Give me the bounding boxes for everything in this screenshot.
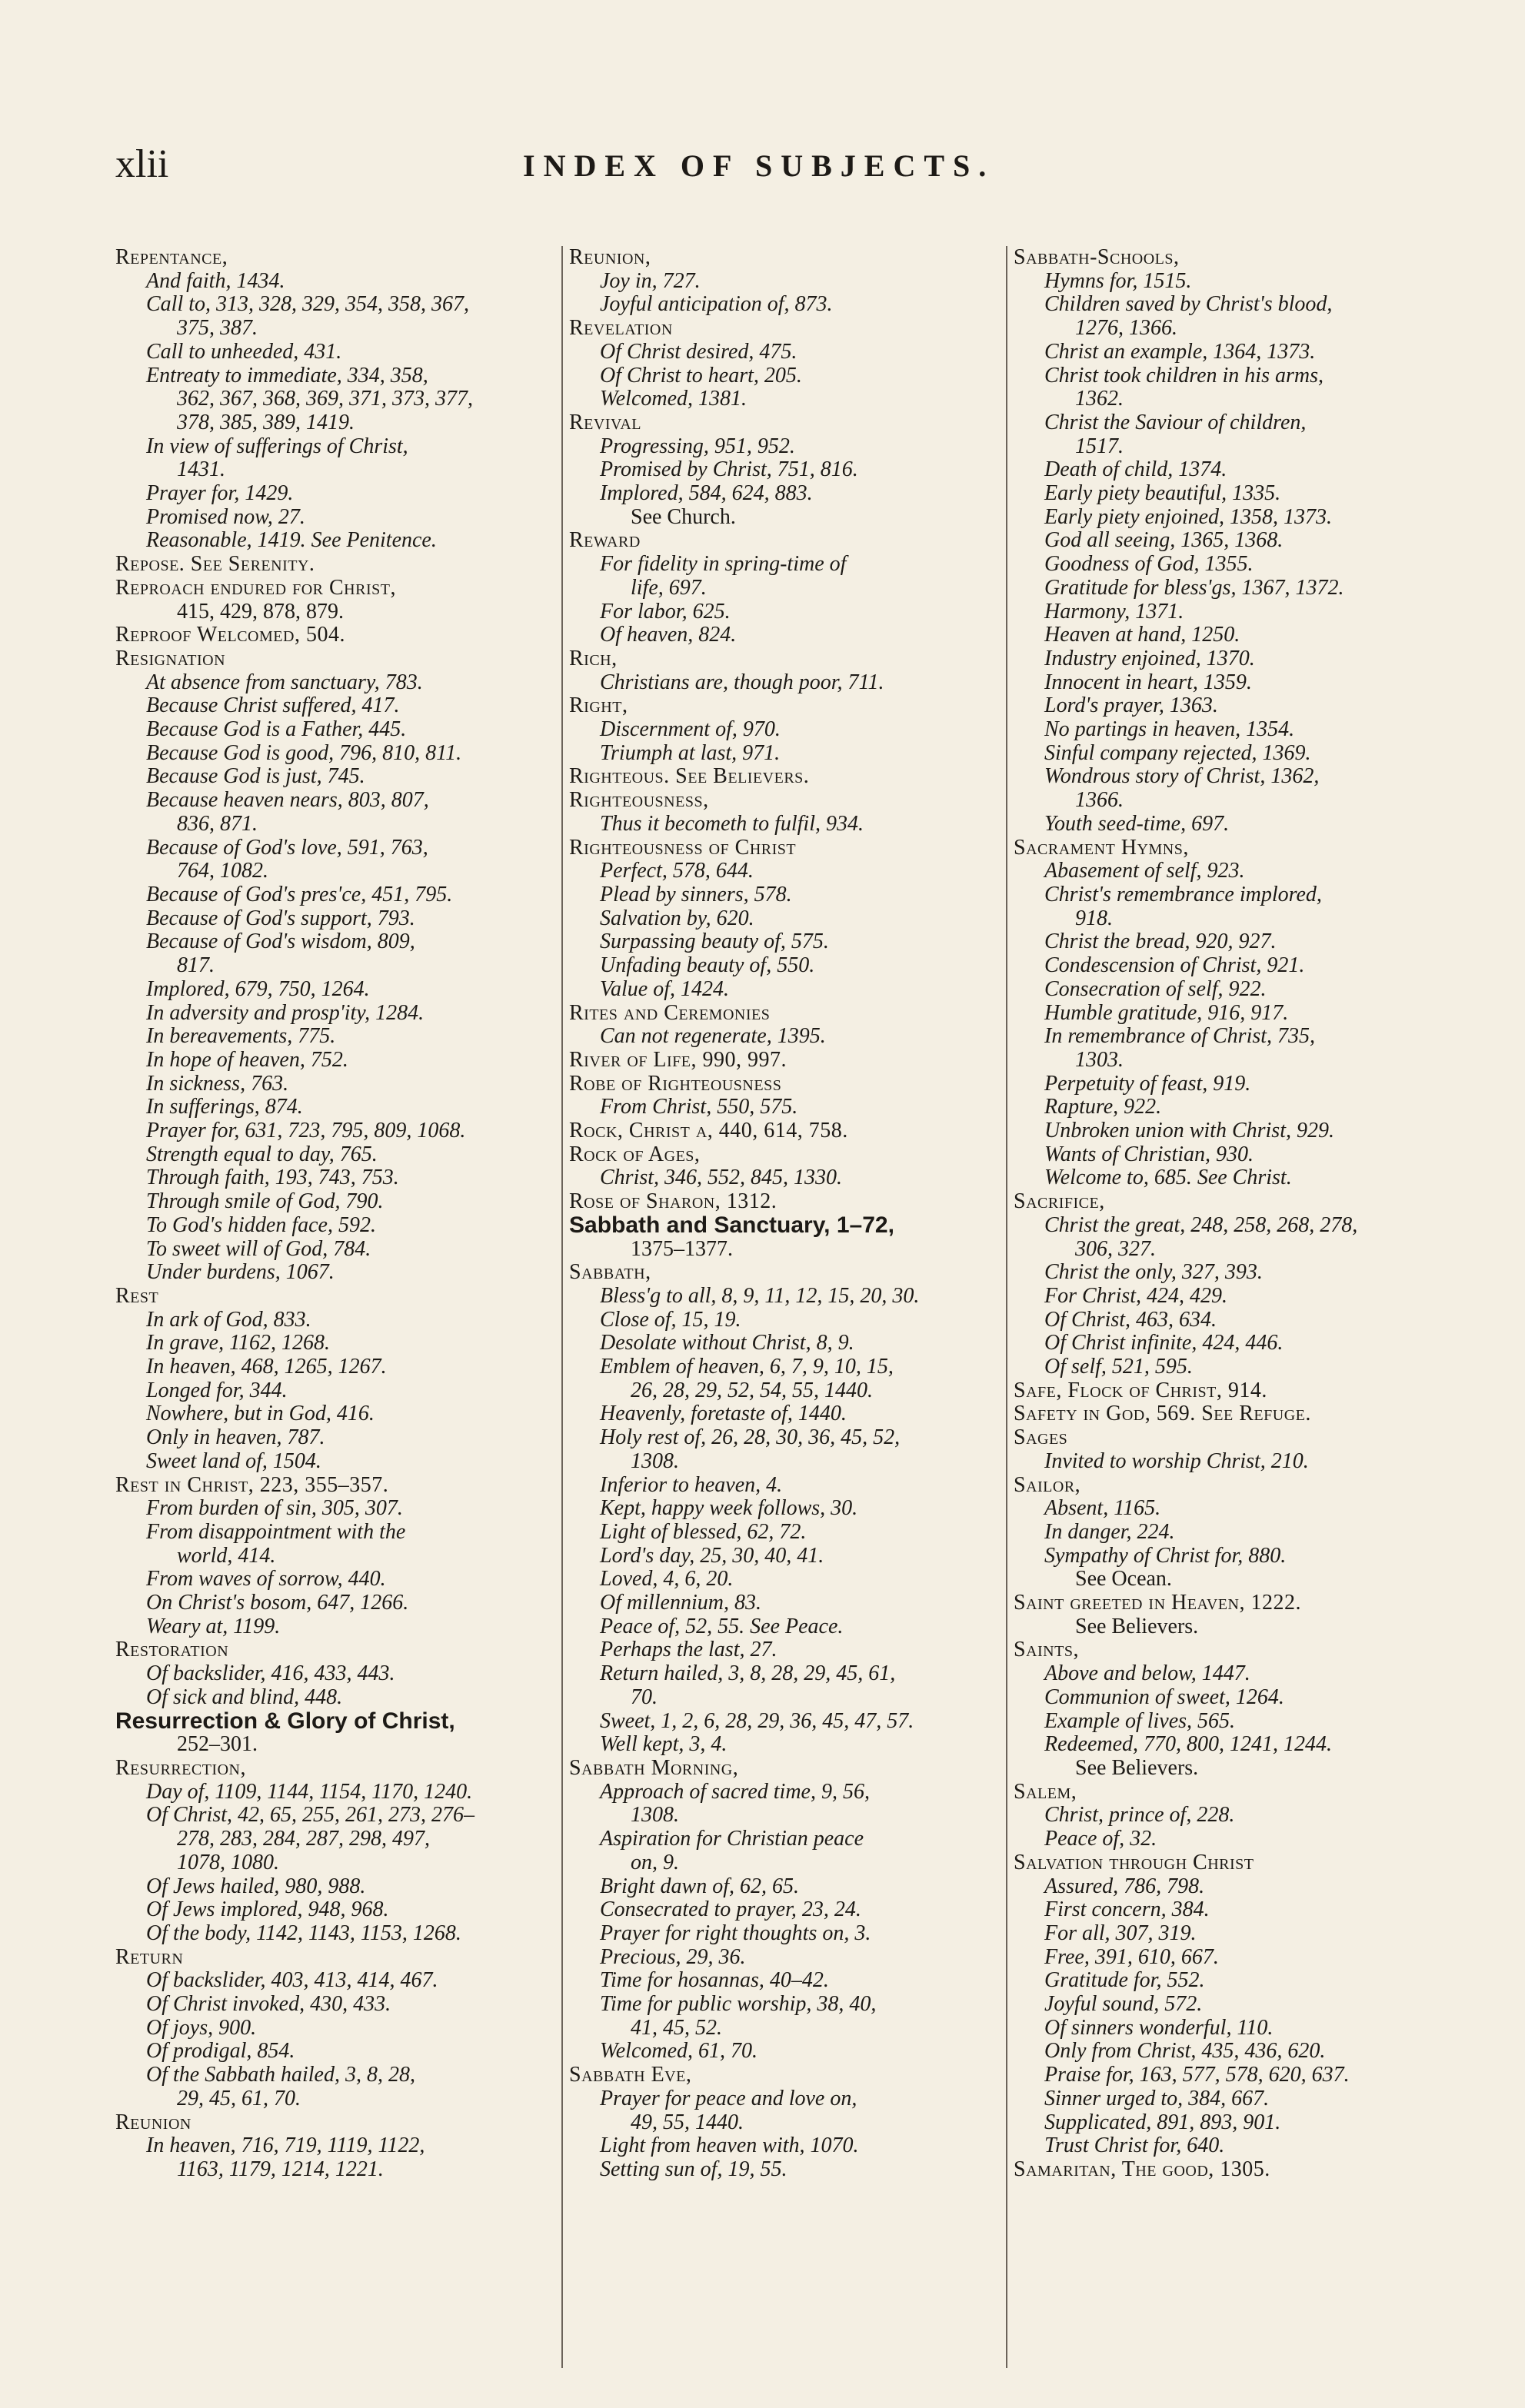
index-subentry-continuation: 836, 871. [177,811,258,836]
index-subentry: Heaven at hand, 1250. [1044,623,1240,647]
index-subentry: Surpassing beauty of, 575. [600,930,829,954]
index-heading: Salvation through Christ [1014,1850,1254,1874]
index-subentry: To God's hidden face, 592. [146,1212,376,1237]
index-subentry: Of backslider, 403, 413, 414, 467. [146,1968,438,1993]
index-subentry: Holy rest of, 26, 28, 30, 36, 45, 52, [600,1425,901,1450]
index-heading: Samaritan, The good, 1305. [1014,2157,1270,2181]
index-subentry: In ark of God, 833. [146,1307,311,1332]
index-heading: Reunion [115,2110,191,2134]
index-subentry-continuation: 1517. [1075,434,1124,458]
index-section-heading: Resurrection & Glory of Christ, [115,1708,455,1734]
index-subentry: Lord's prayer, 1363. [1044,693,1218,718]
index-subentry-continuation: 375, 387. [177,316,258,341]
index-subentry-continuation: world, 414. [177,1543,276,1568]
index-heading: Sabbath, [569,1260,651,1285]
index-subentry: Light from heaven with, 1070. [600,2134,859,2158]
index-subentry: Aspiration for Christian peace [600,1827,864,1851]
index-subentry: Welcome to, 685. See Christ. [1044,1166,1292,1190]
index-subentry: Youth seed-time, 697. [1044,811,1230,836]
index-subentry: Emblem of heaven, 6, 7, 9, 10, 15, [600,1355,894,1379]
index-subentry: Of Christ, 42, 65, 255, 261, 273, 276– [146,1803,475,1828]
index-subentry: Desolate without Christ, 8, 9. [600,1331,854,1355]
index-heading: Repentance, [115,246,228,269]
index-subentry: For all, 307, 319. [1044,1921,1197,1945]
index-subentry: Longed for, 344. [146,1378,288,1402]
index-subentry: Implored, 679, 750, 1264. [146,976,370,1001]
index-subentry: Bless'g to all, 8, 9, 11, 12, 15, 20, 30. [600,1283,920,1308]
index-subentry: Sweet, 1, 2, 6, 28, 29, 36, 45, 47, 57. [600,1708,914,1733]
index-subentry: Through faith, 193, 743, 753. [146,1166,399,1190]
index-subentry: Only from Christ, 435, 436, 620. [1044,2039,1326,2064]
index-heading: Restoration [115,1638,229,1662]
index-continuation: 1375–1377. [631,1236,733,1261]
index-subentry: Bright dawn of, 62, 65. [600,1874,800,1898]
index-heading: Revival [569,410,642,434]
index-subentry: Christ's remembrance implored, [1044,882,1322,906]
index-heading: Reproof Welcomed, 504. [115,623,345,647]
index-heading: Rose of Sharon, 1312. [569,1189,777,1214]
index-subentry: In heaven, 716, 719, 1119, 1122, [146,2134,425,2158]
index-subentry: Innocent in heart, 1359. [1044,670,1252,694]
index-subentry-continuation: 1163, 1179, 1214, 1221. [177,2157,384,2181]
index-subentry: Hymns for, 1515. [1044,268,1192,293]
index-subentry: Approach of sacred time, 9, 56, [600,1779,870,1804]
index-subentry-continuation: 70. [631,1685,658,1709]
index-subentry: Time for hosannas, 40–42. [600,1968,829,1993]
index-subentry: Abasement of self, 923. [1044,859,1245,883]
index-subentry: From disappointment with the [146,1519,406,1544]
index-subentry: Of Christ desired, 475. [600,339,797,364]
index-subentry: Condescension of Christ, 921. [1044,953,1305,978]
index-subentry: Early piety beautiful, 1335. [1044,481,1281,506]
index-heading: Safe, Flock of Christ, 914. [1014,1378,1267,1402]
index-heading: Rock, Christ a, 440, 614, 758. [569,1119,848,1143]
index-subentry: Gratitude for bless'gs, 1367, 1372. [1044,575,1344,600]
index-subentry: Free, 391, 610, 667. [1044,1944,1219,1969]
index-heading: Resurrection, [115,1756,246,1780]
index-subentry: Of self, 521, 595. [1044,1355,1193,1379]
index-subentry: Sinful company rejected, 1369. [1044,740,1311,765]
index-subentry: Well kept, 3, 4. [600,1732,728,1757]
index-heading: Rich, [569,646,618,670]
index-continuation: See Ocean. [1075,1567,1172,1591]
index-subentry: Of Christ to heart, 205. [600,363,802,387]
index-subentry: Prayer for peace and love on, [600,2086,857,2110]
index-heading: Sailor, [1014,1472,1081,1497]
index-subentry: Perfect, 578, 644. [600,859,754,883]
index-subentry: Return hailed, 3, 8, 28, 29, 45, 61, [600,1661,896,1686]
index-subentry: Prayer for, 1429. [146,481,294,506]
index-subentry: Of Jews hailed, 980, 988. [146,1874,366,1898]
index-subentry: In heaven, 468, 1265, 1267. [146,1355,387,1379]
index-subentry: Joyful sound, 572. [1044,1992,1203,2017]
index-continuation: 252–301. [177,1732,258,1757]
index-heading: Safety in God, 569. See Refuge. [1014,1402,1311,1426]
index-subentry: Perpetuity of feast, 919. [1044,1071,1251,1096]
index-subentry: Of sick and blind, 448. [146,1685,343,1709]
index-subentry: Close of, 15, 19. [600,1307,741,1332]
index-subentry: Gratitude for, 552. [1044,1968,1205,1993]
index-columns [115,246,1423,2368]
index-subentry-continuation: 918. [1075,906,1113,930]
index-subentry: Above and below, 1447. [1044,1661,1250,1686]
index-continuation: See Believers. [1075,1614,1199,1638]
index-subentry: Because of God's love, 591, 763, [146,835,428,860]
index-subentry: Implored, 584, 624, 883. [600,481,813,506]
index-heading: Sabbath Eve, [569,2063,692,2087]
index-subentry: Promised now, 27. [146,504,305,529]
index-subentry: Unfading beauty of, 550. [600,953,815,978]
index-heading: Rest [115,1283,159,1308]
index-subentry-continuation: life, 697. [631,575,707,600]
index-subentry: Goodness of God, 1355. [1044,552,1254,577]
index-subentry: Communion of sweet, 1264. [1044,1685,1284,1709]
index-subentry: Death of child, 1374. [1044,457,1227,482]
index-subentry: For Christ, 424, 429. [1044,1283,1228,1308]
index-heading: Robe of Righteousness [569,1071,782,1096]
index-subentry: Industry enjoined, 1370. [1044,646,1255,670]
index-subentry: Reasonable, 1419. See Penitence. [146,528,437,553]
index-subentry: Only in heaven, 787. [146,1425,325,1450]
index-subentry: Because God is good, 796, 810, 811. [146,740,462,765]
index-subentry: Prayer for, 631, 723, 795, 809, 1068. [146,1119,466,1143]
index-subentry: Prayer for right thoughts on, 3. [600,1921,871,1945]
index-subentry-continuation: 41, 45, 52. [631,2015,722,2040]
index-heading: Reunion, [569,246,651,269]
index-subentry: Of sinners wonderful, 110. [1044,2015,1274,2040]
index-subentry: Triumph at last, 971. [600,740,781,765]
index-subentry: Welcomed, 61, 70. [600,2039,758,2064]
index-subentry: Heavenly, foretaste of, 1440. [600,1402,847,1426]
index-heading: Sacrifice, [1014,1189,1105,1214]
index-subentry: Entreaty to immediate, 334, 358, [146,363,428,387]
index-subentry-continuation: 49, 55, 1440. [631,2110,744,2134]
index-heading: Righteous. See Believers. [569,764,810,789]
index-subentry: Christ the great, 248, 258, 268, 278, [1044,1212,1358,1237]
index-subentry: On Christ's bosom, 647, 1266. [146,1591,409,1615]
index-subentry: Christ the Saviour of children, [1044,410,1307,434]
index-subentry: Absent, 1165. [1044,1496,1161,1521]
index-heading: Saints, [1014,1638,1079,1662]
index-heading: Sacrament Hymns, [1014,835,1189,860]
index-heading: River of Life, 990, 997. [569,1047,787,1072]
page-number: xlii [115,142,169,186]
index-subentry: Christ the bread, 920, 927. [1044,930,1277,954]
index-subentry: Redeemed, 770, 800, 1241, 1244. [1044,1732,1333,1757]
index-subentry: Christ, prince of, 228. [1044,1803,1235,1828]
index-continuation: See Church. [631,504,736,529]
index-subentry: Christ took children in his arms, [1044,363,1324,387]
index-subentry: And faith, 1434. [146,268,285,293]
index-subentry: Consecration of self, 922. [1044,976,1267,1001]
index-subentry-continuation: 1431. [177,457,225,482]
index-subentry-continuation: 764, 1082. [177,859,268,883]
index-subentry-continuation: 817. [177,953,215,978]
index-subentry-continuation: 1362. [1075,387,1124,411]
index-subentry: Peace of, 52, 55. See Peace. [600,1614,844,1638]
index-subentry: Consecrated to prayer, 23, 24. [600,1897,861,1922]
index-subentry: Wants of Christian, 930. [1044,1142,1254,1166]
index-subentry: Joy in, 727. [600,268,701,293]
index-subentry: Of backslider, 416, 433, 443. [146,1661,395,1686]
index-subentry: Wondrous story of Christ, 1362, [1044,764,1320,789]
index-subentry-continuation: 1366. [1075,788,1124,813]
index-heading: Righteousness, [569,788,709,813]
index-subentry: Assured, 786, 798. [1044,1874,1205,1898]
index-subentry: Can not regenerate, 1395. [600,1024,826,1049]
index-subentry: In adversity and prosp'ity, 1284. [146,1000,425,1025]
index-subentry: Promised by Christ, 751, 816. [600,457,858,482]
index-subentry: In grave, 1162, 1268. [146,1331,330,1355]
index-subentry: To sweet will of God, 784. [146,1236,371,1261]
index-subentry: Sympathy of Christ for, 880. [1044,1543,1287,1568]
index-subentry: From waves of sorrow, 440. [146,1567,386,1591]
index-subentry: Value of, 1424. [600,976,729,1001]
index-continuation: 415, 429, 878, 879. [177,599,344,624]
index-heading: Rest in Christ, 223, 355–357. [115,1472,389,1497]
index-subentry-continuation: 29, 45, 61, 70. [177,2086,301,2110]
index-subentry: First concern, 384. [1044,1897,1210,1922]
index-subentry: In bereavements, 775. [146,1024,336,1049]
index-subentry: Sweet land of, 1504. [146,1448,321,1473]
index-subentry: Setting sun of, 19, 55. [600,2157,787,2181]
index-heading: Right, [569,693,628,718]
index-subentry: Supplicated, 891, 893, 901. [1044,2110,1281,2134]
index-heading: Repose. See Serenity. [115,552,315,577]
index-subentry: Peace of, 32. [1044,1827,1157,1851]
index-section-heading: Sabbath and Sanctuary, 1–72, [569,1212,894,1238]
index-subentry: Humble gratitude, 916, 917. [1044,1000,1289,1025]
index-subentry: From burden of sin, 305, 307. [146,1496,403,1521]
index-subentry: God all seeing, 1365, 1368. [1044,528,1284,553]
index-heading: Resignation [115,646,226,670]
index-heading: Saint greeted in Heaven, 1222. [1014,1591,1301,1615]
index-subentry: Of the Sabbath hailed, 3, 8, 28, [146,2063,415,2087]
index-subentry: Of joys, 900. [146,2015,257,2040]
index-subentry: Of Jews implored, 948, 968. [146,1897,389,1922]
index-subentry: Praise for, 163, 577, 578, 620, 637. [1044,2063,1350,2087]
index-subentry: Children saved by Christ's blood, [1044,292,1333,317]
index-subentry-continuation: 1308. [631,1803,679,1828]
index-subentry: Because of God's support, 793. [146,906,415,930]
index-subentry: Strength equal to day, 765. [146,1142,378,1166]
index-subentry-continuation: 1078, 1080. [177,1850,279,1874]
index-subentry: Welcomed, 1381. [600,387,748,411]
index-subentry: Call to unheeded, 431. [146,339,342,364]
page-title: INDEX OF SUBJECTS. [523,148,995,183]
index-column-3 [1006,246,1427,2368]
index-heading: Reproach endured for Christ, [115,575,396,600]
index-subentry: Nowhere, but in God, 416. [146,1402,375,1426]
index-subentry: Inferior to heaven, 4. [600,1472,783,1497]
index-subentry: Weary at, 1199. [146,1614,281,1638]
index-heading: Sabbath Morning, [569,1756,739,1780]
index-subentry: Time for public worship, 38, 40, [600,1992,877,2017]
index-subentry: Of Christ invoked, 430, 433. [146,1992,391,2017]
index-subentry: Joyful anticipation of, 873. [600,292,833,317]
index-subentry-continuation: 278, 283, 284, 287, 298, 497, [177,1827,430,1851]
index-subentry: Invited to worship Christ, 210. [1044,1448,1309,1473]
index-heading: Righteousness of Christ [569,835,797,860]
index-subentry: Early piety enjoined, 1358, 1373. [1044,504,1333,529]
index-subentry: Because God is just, 745. [146,764,365,789]
index-subentry: Of prodigal, 854. [146,2039,295,2064]
index-subentry: Christ the only, 327, 393. [1044,1260,1263,1285]
index-subentry-continuation: 362, 367, 368, 369, 371, 373, 377, [177,387,473,411]
index-subentry: Sinner urged to, 384, 667. [1044,2086,1270,2110]
index-subentry: Because Christ suffered, 417. [146,693,400,718]
index-subentry: No partings in heaven, 1354. [1044,717,1295,742]
index-heading: Rites and Ceremonies [569,1000,771,1025]
index-subentry: Lord's day, 25, 30, 40, 41. [600,1543,824,1568]
index-continuation: See Believers. [1075,1756,1199,1780]
index-heading: Sages [1014,1425,1068,1450]
index-heading: Revelation [569,316,673,341]
index-subentry: For fidelity in spring-time of [600,552,847,577]
index-column-1 [115,246,534,2368]
index-subentry: Loved, 4, 6, 20. [600,1567,734,1591]
index-subentry: Plead by sinners, 578. [600,882,792,906]
index-subentry: In view of sufferings of Christ, [146,434,408,458]
index-subentry: At absence from sanctuary, 783. [146,670,423,694]
index-subentry: Perhaps the last, 27. [600,1638,777,1662]
index-subentry: Of millennium, 83. [600,1591,761,1615]
index-subentry: From Christ, 550, 575. [600,1095,798,1119]
index-heading: Reward [569,528,641,553]
index-subentry: Example of lives, 565. [1044,1708,1236,1733]
index-subentry: Christians are, though poor, 711. [600,670,884,694]
index-subentry: Christ, 346, 552, 845, 1330. [600,1166,843,1190]
index-subentry: Discernment of, 970. [600,717,781,742]
index-subentry: Rapture, 922. [1044,1095,1162,1119]
index-subentry: Christ an example, 1364, 1373. [1044,339,1316,364]
index-column-2 [561,246,982,2368]
index-subentry: Call to, 313, 328, 329, 354, 358, 367, [146,292,470,317]
index-subentry-continuation: 1308. [631,1448,679,1473]
index-subentry-continuation: on, 9. [631,1850,679,1874]
index-subentry: Light of blessed, 62, 72. [600,1519,807,1544]
index-subentry: Because heaven nears, 803, 807, [146,788,429,813]
index-subentry: Salvation by, 620. [600,906,754,930]
index-subentry: Kept, happy week follows, 30. [600,1496,858,1521]
index-subentry: Under burdens, 1067. [146,1260,335,1285]
index-heading: Salem, [1014,1779,1077,1804]
index-subentry: In sufferings, 874. [146,1095,303,1119]
index-subentry: Precious, 29, 36. [600,1944,746,1969]
index-heading: Return [115,1944,184,1969]
index-subentry: Of Christ, 463, 634. [1044,1307,1217,1332]
index-subentry: Of the body, 1142, 1143, 1153, 1268. [146,1921,461,1945]
index-subentry-continuation: 1303. [1075,1047,1124,1072]
index-subentry: Through smile of God, 790. [146,1189,384,1214]
index-subentry: Progressing, 951, 952. [600,434,795,458]
index-subentry: Because of God's wisdom, 809, [146,930,415,954]
index-subentry: Of heaven, 824. [600,623,737,647]
index-subentry: Day of, 1109, 1144, 1154, 1170, 1240. [146,1779,473,1804]
index-subentry: Harmony, 1371. [1044,599,1184,624]
index-subentry-continuation: 26, 28, 29, 52, 54, 55, 1440. [631,1378,873,1402]
index-subentry-continuation: 306, 327. [1075,1236,1156,1261]
index-subentry: Because God is a Father, 445. [146,717,407,742]
index-heading: Sabbath-Schools, [1014,246,1180,269]
index-subentry-continuation: 378, 385, 389, 1419. [177,410,355,434]
index-subentry: In sickness, 763. [146,1071,289,1096]
index-subentry-continuation: 1276, 1366. [1075,316,1177,341]
index-subentry: In hope of heaven, 752. [146,1047,348,1072]
index-subentry: Of Christ infinite, 424, 446. [1044,1331,1284,1355]
index-subentry: Because of God's pres'ce, 451, 795. [146,882,453,906]
index-subentry: In danger, 224. [1044,1519,1175,1544]
index-subentry: Unbroken union with Christ, 929. [1044,1119,1334,1143]
index-subentry: Trust Christ for, 640. [1044,2134,1225,2158]
index-heading: Rock of Ages, [569,1142,701,1166]
index-subentry: Thus it becometh to fulfil, 934. [600,811,864,836]
index-subentry: For labor, 625. [600,599,731,624]
index-subentry: In remembrance of Christ, 735, [1044,1024,1316,1049]
